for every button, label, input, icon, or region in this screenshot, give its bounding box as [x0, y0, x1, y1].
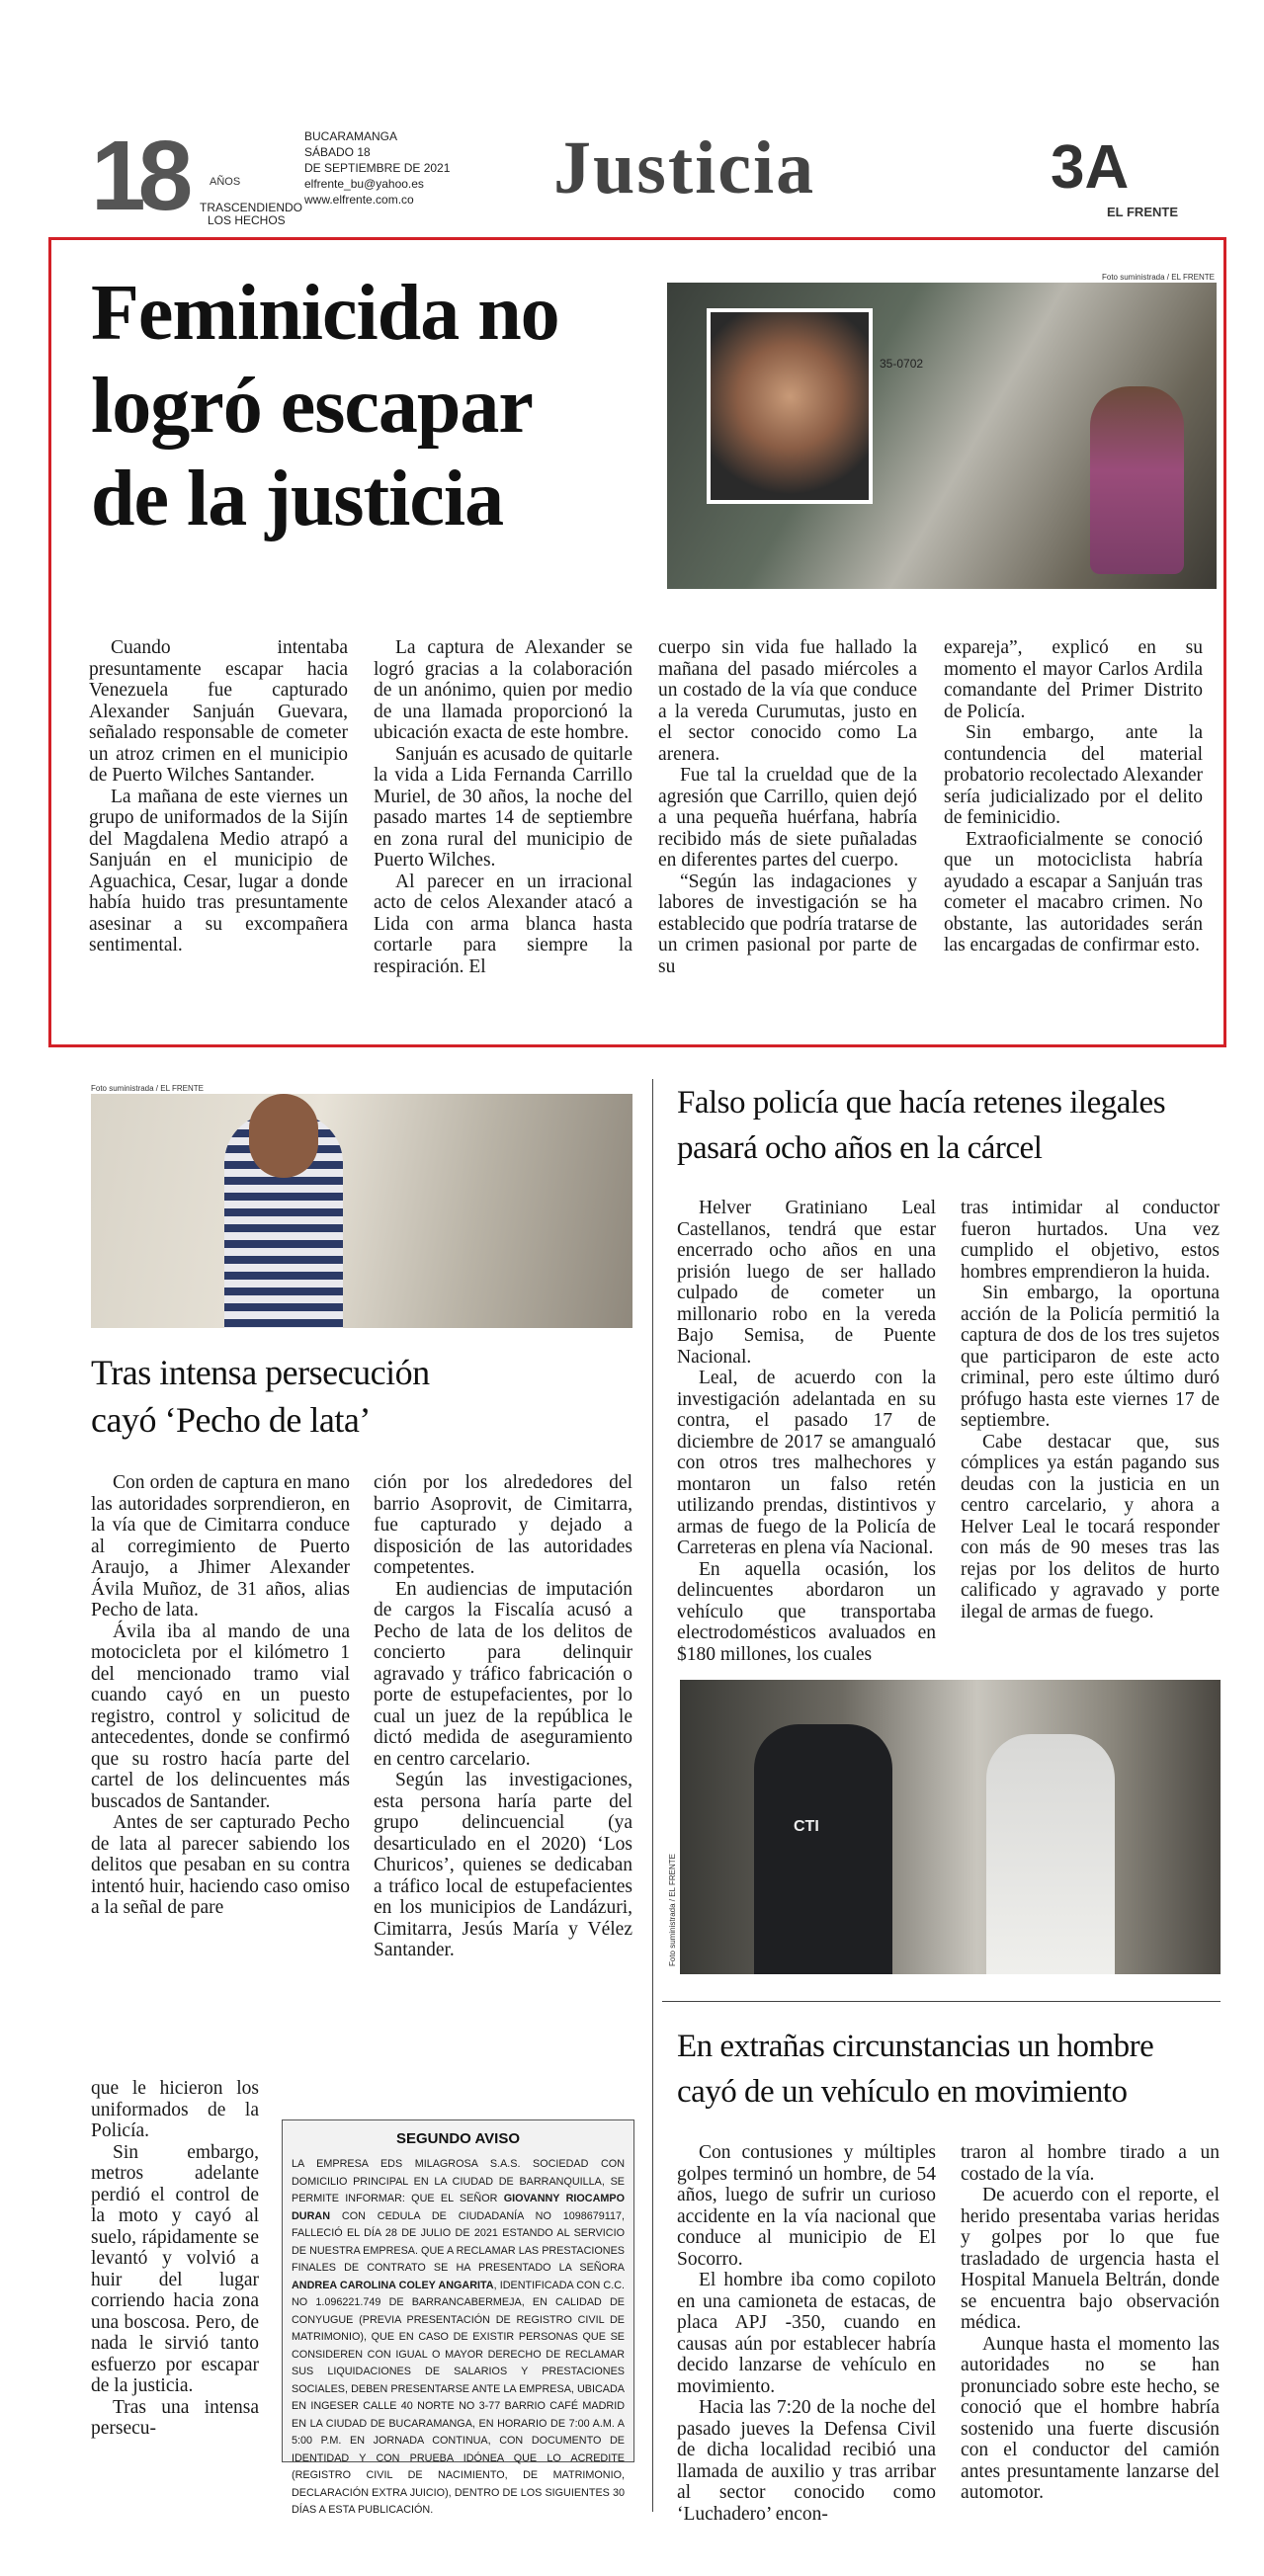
notice-name: GIOVANNY RIOCAMPO DURAN: [292, 2193, 625, 2222]
policia-headline: [677, 1080, 1230, 1171]
paragraph: Hacia las 7:20 de la noche del pasado jueves la Defensa Civil de dicha localidad recibió una llamada de auxilio y tras arribar al sector conocido como ‘Luchadero’ encon-: [677, 2397, 936, 2525]
logo-tagline: [200, 202, 302, 227]
paragraph: El hombre iba como copiloto en una camioneta de estacas, de placa APJ -350, cuando en causas aún por establecer habría decido lanzarse de vehículo en movimiento.: [677, 2270, 936, 2397]
vest-label: CTI: [794, 1818, 819, 1835]
paragraph: Con contusiones y múltiples golpes terminó un hombre, de 54 años, luego de sufrir un curioso accidente en la vía nacional que conduce al municipio de El Socorro.: [677, 2142, 936, 2270]
headline-line: de la justicia: [91, 456, 504, 542]
agent-figure: [754, 1724, 892, 1974]
paragraph: Aunque hasta el momento las autoridades no se han pronunciado sobre este hecho, se conoció que el hombre habría sostenido una fuerte discusión con el conductor del camión antes presuntamente lanzarse del automotor.: [961, 2333, 1220, 2503]
main-headline: [91, 267, 644, 545]
legal-notice: [282, 2119, 634, 2516]
vehicle-plate: 35-0702: [880, 357, 924, 371]
notice-name: ANDREA CAROLINA COLEY ANGARITA: [292, 2279, 494, 2291]
city: BUCARAMANGA: [304, 129, 398, 143]
pecho-photo: [91, 1094, 632, 1328]
notice-body: [292, 2156, 625, 2520]
paragraph: Sanjuán es acusado de quitarle la vida a Lida Fernanda Carrillo Muriel, de 30 años, la noche del pasado martes 14 de septiembre en zona rural del municipio de Puerto Wilches.: [374, 743, 632, 871]
website-link[interactable]: www.elfrente.com.co: [304, 193, 414, 207]
paragraph: cuerpo sin vida fue hallado la mañana del pasado miércoles a un costado de la vía que conduce a la vereda Curumutas, justo en el sector conocido como La arenera.: [658, 637, 917, 765]
paragraph: “Según las indagaciones y labores de investigación se ha establecido que podría tratarse de un crimen pasional por parte de su: [658, 871, 917, 977]
vehiculo-headline: [677, 2024, 1230, 2115]
logo: [91, 121, 303, 235]
pecho-headline: [91, 1349, 644, 1444]
suspect-portrait: [707, 308, 873, 504]
column-divider: [652, 1079, 653, 2512]
logo-anos: AÑOS: [210, 176, 241, 188]
section-divider: [662, 2001, 1221, 2002]
headline-line: Feminicida no: [91, 270, 559, 357]
vehiculo-col-2: [961, 2142, 1220, 2504]
paragraph: Al parecer en un irracional acto de celos Alexander atacó a Lida con arma blanca hasta cortarle para siempre la respiración. El: [374, 871, 632, 977]
headline-line: Falso policía que hacía retenes ilegales: [677, 1085, 1166, 1121]
paragraph: Leal, de acuerdo con la investigación adelantada en su contra, el pasado 17 de diciembre de 2017 se amangualó con otros tres malhechores y montaron un falso retén utilizando prendas, distintivos y armas de fuego de la Policía de Carreteras en plena vía Nacional.: [677, 1368, 936, 1558]
pecho-col-1-narrow: [91, 2078, 259, 2440]
headline-line: pasará ocho años en la cárcel: [677, 1130, 1043, 1166]
photo-credit: Foto suministrada / EL FRENTE: [91, 1084, 204, 1093]
logo-tagline-line: TRASCENDIENDO: [200, 201, 303, 214]
date-line: DE SEPTIEMBRE DE 2021: [304, 161, 451, 175]
paragraph: Sin embargo, la oportuna acción de la Policía permitió la captura de dos de los tres sujetos que participaron de este acto criminal, pero este último duró prófugo hasta este viernes 17 de septiembre.: [961, 1283, 1220, 1431]
main-col-1: [89, 637, 348, 956]
notice-title: SEGUNDO AVISO: [395, 2130, 521, 2147]
main-col-2: [374, 637, 632, 977]
pecho-col-1: [91, 1472, 350, 1919]
paragraph: Ávila iba al mando de una motocicleta por el kilómetro 1 del mencionado tramo vial cuando cayó en un puesto registro, control y solicitud de antecedentes, donde se confirmó que su rostro hacía parte del cartel de los delincuentes más buscados de Santander.: [91, 1620, 350, 1812]
main-col-3: [658, 637, 917, 977]
paragraph: En audiencias de imputación de cargos la Fiscalía acusó a Pecho de lata de los delitos de concierto para delinquir agravado y tráfico fabricación o porte de estupefacientes, por lo cual un juez de la república le dictó medida de aseguramiento en centro carcelario.: [374, 1578, 632, 1770]
paragraph: que le hicieron los uniformados de la Policía.: [91, 2078, 259, 2141]
notice-text: , IDENTIFICADA CON C.C. NO 1.096221.749 DE BARRANCABERMEJA, EN CALIDAD DE CONYUGUE (PREVIA PRESENTACIÓN DE REGISTRO CIVIL DE MATRIMONIO), QUE EN CASO DE EXISTIR PERSONAS QUE SE CONSIDEREN CON IGUAL O MAYOR DERECHO DE RECLAMAR SUS LIQUIDACIONES DE SALARIOS Y PRESTACIONES SOCIALES, DEBEN PRESENTARSE ANTE LA EMPRESA, UBICADA EN INGESER CALLE 40 NORTE NO 3-77 BARRIO CAFÉ MADRID EN LA CIUDAD DE BUCARAMANGA, EN HORARIO DE 7:00 A.M. A 5:00 P.M. EN JORNADA CONTINUA, CON DOCUMENTO DE IDENTIDAD Y CON PRUEBA IDÓNEA QUE LO ACREDITE (REGISTRO CIVIL DE NACIMIENTO, DE MATRIMONIO, DECLARACIÓN EXTRA JUICIO), DENTRO DE LOS SIGUIENTES 30 DÍAS A ESTA PUBLICACIÓN.: [292, 2279, 625, 2516]
notice-text: LA EMPRESA EDS MILAGROSA S.A.S. SOCIEDAD CON DOMICILIO PRINCIPAL EN LA CIUDAD DE BARRANQUILLA, SE PERMITE INFORMAR: QUE EL SEÑOR: [292, 2158, 625, 2204]
paragraph: tras intimidar al conductor fueron hurtados. Una vez cumplido el objetivo, estos hombres emprendieron la huida.: [961, 1198, 1220, 1283]
headline-line: En extrañas circunstancias un hombre: [677, 2029, 1154, 2064]
victim-figure: [1090, 386, 1184, 574]
logo-number: 18: [91, 121, 186, 231]
paragraph: ción por los alrededores del barrio Asoprovit, de Cimitarra, fue capturado y dejado a disposición de las autoridades competentes.: [374, 1472, 632, 1578]
paragraph: Sin embargo, ante la contundencia del material probatorio recolectado Alexander sería judicializado por el delito de feminicidio.: [944, 722, 1203, 828]
date-line: SÁBADO 18: [304, 145, 371, 159]
headline-line: cayó ‘Pecho de lata’: [91, 1400, 371, 1440]
paragraph: Antes de ser capturado Pecho de lata al parecer sabiendo los delitos que pesaban en su contra intentó huir, haciendo caso omiso a la señal de pare: [91, 1812, 350, 1918]
paragraph: En aquella ocasión, los delincuentes abordaron un vehículo que transportaba electrodomésticos avaluados en $180 millones, los cuales: [677, 1558, 936, 1665]
main-col-4: [944, 637, 1203, 956]
vehiculo-col-1: [677, 2142, 936, 2525]
paragraph: La mañana de este viernes un grupo de uniformados de la Sijín del Magdalena Medio atrapó a Sanjuán en el municipio de Aguachica, Cesar, lugar a donde había huido tras presuntamente asesinar a su excompañera sentimental.: [89, 786, 348, 956]
paragraph: Con orden de captura en mano las autoridades sorprendieron, en la vía que de Cimitarra conduce al corregimiento de Puerto Araujo, a Jhimer Alexander Ávila Muñoz, de 31 años, alias Pecho de lata.: [91, 1472, 350, 1620]
paragraph: Según las investigaciones, esta persona haría parte del grupo delincuencial (ya desarticulado en el 2020) ‘Los Churicos’, quienes se dedicaban a tráfico local de estupefacientes en los municipios de Landázuri, Cimitarra, Jesús María y Vélez Santander.: [374, 1770, 632, 1960]
headline-line: cayó de un vehículo en movimiento: [677, 2074, 1128, 2110]
logo-tagline-line: LOS HECHOS: [208, 213, 286, 227]
section-title: Justicia: [553, 126, 816, 209]
paragraph: Extraoficialmente se conoció que un motociclista habría ayudado a escapar a Sanjuán tras cometer el macabro crimen. No obstante, las autoridades serán las encargadas de confirmar esto.: [944, 828, 1203, 956]
policia-col-2: [961, 1198, 1220, 1622]
paragraph: expareja”, explicó en su momento el mayor Carlos Ardila comandante del Primer Distrito de Policía.: [944, 637, 1203, 722]
notice-text: CON CEDULA DE CIUDADANÍA NO 1098679117, FALLECIÓ EL DÍA 28 DE JULIO DE 2021 ESTANDO AL SERVICIO DE NUESTRA EMPRESA. QUE A RECLAMAR LAS PRESTACIONES FINALES DE CONTRATO SE HA PRESENTADO LA SEÑORA: [292, 2209, 625, 2274]
page-number: 3A: [1051, 133, 1130, 202]
paragraph: Helver Gratiniano Leal Castellanos, tendrá que estar encerrado ocho años en una prisión luego de ser hallado culpado de cometer un millonario robo en la vereda Bajo Semisa, de Puente Nacional.: [677, 1198, 936, 1368]
paragraph: Tras una intensa persecu-: [91, 2396, 259, 2439]
policia-col-1: [677, 1198, 936, 1665]
paragraph: Fue tal la crueldad que de la agresión que Carrillo, quien dejó a una pequeña huérfana, habría recibido más de siete puñaladas en diferentes partes del cuerpo.: [658, 765, 917, 871]
detainee-head: [249, 1094, 318, 1178]
photo-credit: Foto suministrada / EL FRENTE: [1102, 273, 1215, 282]
email: elfrente_bu@yahoo.es: [304, 177, 424, 191]
headline-line: Tras intensa persecución: [91, 1353, 430, 1392]
headline-line: logró escapar: [91, 363, 533, 450]
pecho-col-2: [374, 1472, 632, 1961]
paragraph: traron al hombre tirado a un costado de la vía.: [961, 2142, 1220, 2185]
paragraph: De acuerdo con el reporte, el herido presentaba varias heridas y golpes por lo que fue trasladado de urgencia hasta el Hospital Manuela Beltrán, donde se encuentra bajo observación médica.: [961, 2185, 1220, 2333]
policia-photo: [680, 1680, 1221, 1974]
photo-credit: Foto suministrada / EL FRENTE: [668, 1854, 677, 1966]
edition-name: EL FRENTE: [1107, 205, 1178, 219]
paragraph: Sin embargo, metros adelante perdió el control de la moto y cayó al suelo, rápidamente se levantó y volvió a huir del lugar corriendo hacia zona una boscosa. Pero, de nada le sirvió tanto esfuerzo por escapar de la justicia.: [91, 2141, 259, 2396]
suspect-figure: [986, 1734, 1115, 1974]
paragraph: La captura de Alexander se logró gracias a la colaboración de un anónimo, quien por medio de una llamada proporcionó la ubicación exacta de este hombre.: [374, 637, 632, 743]
header-info: [304, 128, 450, 208]
paragraph: Cabe destacar que, sus cómplices ya están pagando sus deudas con la justicia en un centro carcelario, y ahora a Helver Leal le tocará responder con más de 90 meses tras las rejas por los delitos de hurto calificado y agravado y porte ilegal de armas de fuego.: [961, 1431, 1220, 1622]
paragraph: Cuando intentaba presuntamente escapar hacia Venezuela fue capturado Alexander Sanjuán Guevara, señalado responsable de cometer un atroz crimen en el municipio de Puerto Wilches Santander.: [89, 637, 348, 786]
